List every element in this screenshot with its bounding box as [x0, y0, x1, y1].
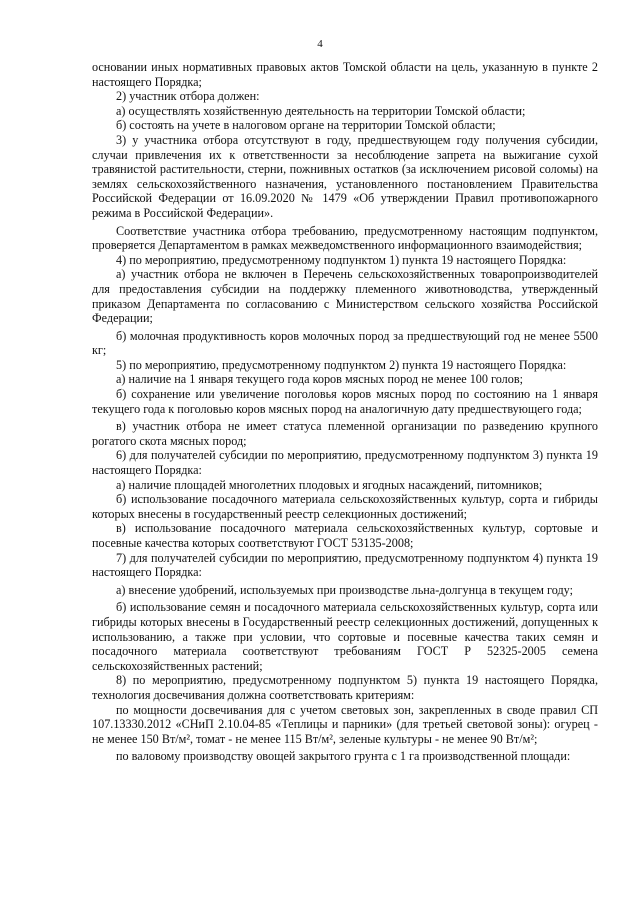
paragraph: в) участник отбора не имеет статуса племенной организации по разведению крупного рогатого скота мясных пород; [92, 419, 598, 448]
paragraph: Соответствие участника отбора требованию, предусмотренному настоящим подпунктом, проверяется Департаментом в рамках межведомственного информационного взаимодействия; [92, 223, 598, 253]
paragraph: 7) для получателей субсидии по мероприятию, предусмотренному подпунктом 4) пункта 19 настоящего Порядка: [92, 550, 598, 580]
document-body [92, 60, 598, 764]
paragraph: а) внесение удобрений, используемых при производстве льна-долгунца в текущем году; [116, 582, 573, 597]
paragraph: а) наличие на 1 января текущего года коров мясных пород не менее 100 голов; [116, 372, 523, 387]
paragraph: а) наличие площадей многолетних плодовых и ягодных насаждений, питомников; [116, 477, 543, 492]
paragraph: 3) у участника отбора отсутствуют в году, предшествующем году получения субсидии, случаи привлечения их к ответственности за несоблюдение запрета на выжигание сухой травянистой растительности, стерни, пожнивных остатков (за исключением рисовой соломы) на землях сельскохозяйственного назначения, установленного постановлением Правительства Российской Федерации от 16.09.2020 № 1479 «Об утверждении Правил противопожарного режима в Российской Федерации». [92, 132, 598, 220]
paragraph: в) использование посадочного материала сельскохозяйственных культур, сортовые и посевные качества которых соответствуют ГОСТ 53135-2008; [92, 521, 598, 550]
paragraph: 8) по мероприятию, предусмотренному подпунктом 5) пункта 19 настоящего Порядка, технология досвечивания должна соответствовать критериям: [92, 673, 598, 702]
paragraph: основании иных нормативных правовых актов Томской области на цель, указанную в пункте 2 настоящего Порядка; [92, 60, 598, 89]
paragraph: б) состоять на учете в налоговом органе на территории Томской области; [116, 118, 496, 133]
paragraph: 6) для получателей субсидии по мероприятию, предусмотренному подпунктом 3) пункта 19 настоящего Порядка: [92, 448, 598, 478]
paragraph: 2) участник отбора должен: [116, 89, 260, 104]
paragraph: по валовому производству овощей закрытого грунта с 1 га производственной площади: [116, 749, 571, 764]
paragraph: 5) по мероприятию, предусмотренному подпунктом 2) пункта 19 настоящего Порядка: [116, 357, 567, 372]
paragraph: б) сохранение или увеличение поголовья коров мясных пород по состоянию на 1 января текущего года к поголовью коров мясных пород на аналогичную дату предшествующего года; [92, 387, 598, 416]
paragraph: а) участник отбора не включен в Перечень сельскохозяйственных товаропроизводителей для предоставления субсидии на поддержку племенного животноводства, утвержденный приказом Департамента по согласованию с Министерством сельского хозяйства Российской Федерации; [92, 267, 598, 326]
paragraph: по мощности досвечивания для с учетом световых зон, закрепленных в своде правил СП 107.13330.2012 «СНиП 2.10.04-85 «Теплицы и парники» (для третьей световой зоны): огурец - не менее 150 Вт/м², томат - не менее 115 Вт/м², зеленые культуры - не менее 90 Вт/м²; [92, 702, 598, 746]
paragraph: б) молочная продуктивность коров молочных пород за предшествующий год не менее 5500 кг; [92, 328, 598, 358]
page-number: 4 [317, 38, 323, 50]
paragraph: б) использование посадочного материала сельскохозяйственных культур, сорта и гибриды которых внесены в государственный реестр селекционных достижений; [92, 492, 598, 521]
paragraph: 4) по мероприятию, предусмотренному подпунктом 1) пункта 19 настоящего Порядка: [116, 252, 567, 267]
paragraph: б) использование семян и посадочного материала сельскохозяйственных культур, сорта или гибриды которых внесены в Государственный реестр селекционных достижений, допущенных к использованию, а также при условии, что сортовые и посевные качества таких семян и посадочного материала соответствуют требованиям ГОСТ Р 52325-2005 семена сельскохозяйственных растений; [92, 600, 598, 673]
paragraph: а) осуществлять хозяйственную деятельность на территории Томской области; [116, 103, 526, 118]
